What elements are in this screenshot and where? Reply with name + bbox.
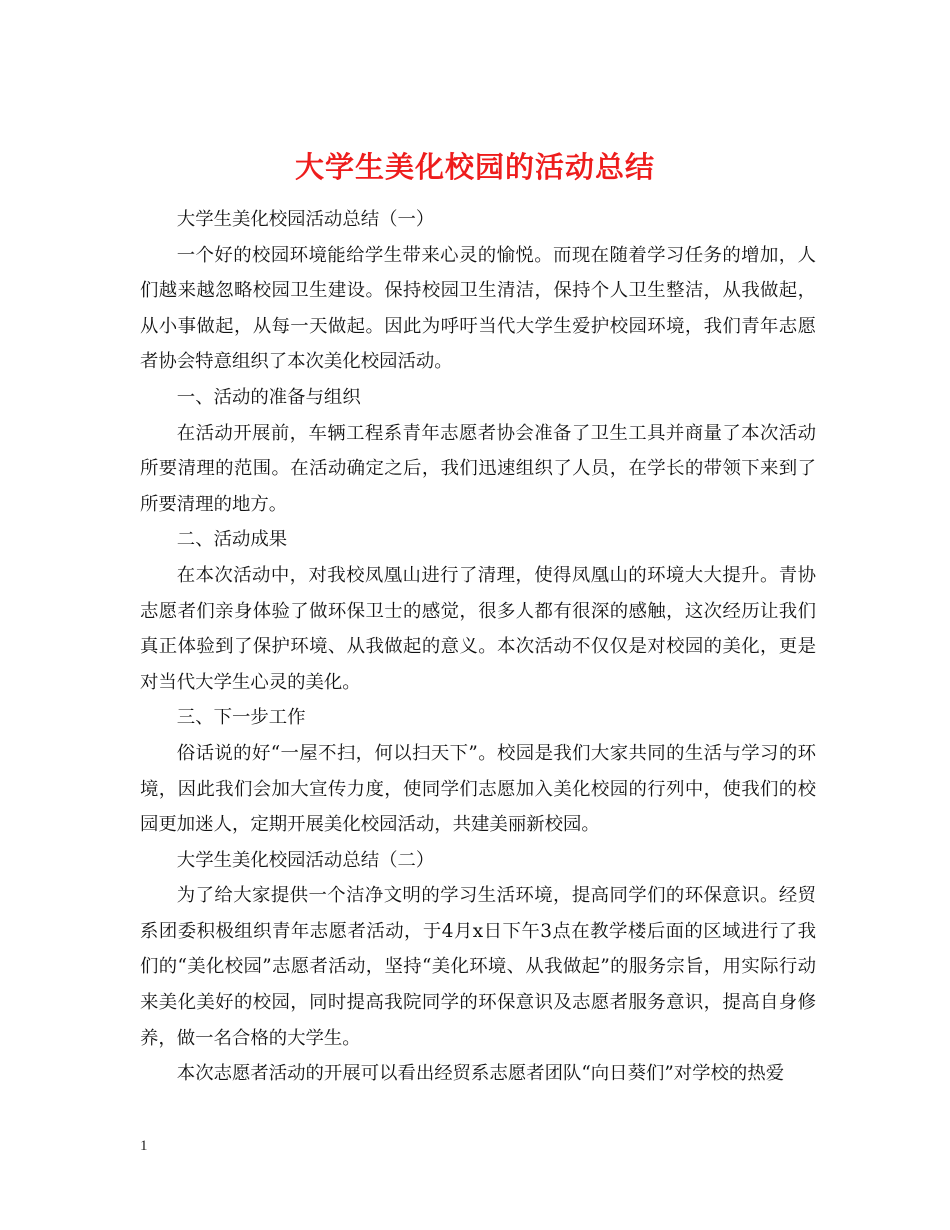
paragraph: 本次志愿者活动的开展可以看出经贸系志愿者团队“向日葵们”对学校的热爱 bbox=[176, 1063, 785, 1085]
page-number: 1 bbox=[140, 1138, 148, 1154]
document-title: 大学生美化校园的活动总结 bbox=[294, 150, 655, 185]
paragraph: 在本次活动中，对我校凤凰山进行了清理，使得凤凰山的环境大大提升。青协志愿者们亲身体验了做环保卫士的感觉，很多人都有很深的感触，这次经历让我们真正体验到了保护环境、从我做起的意义。本次活动不仅仅是对校园的美化，更是对当代大学生心灵的美化。 bbox=[140, 564, 816, 693]
paragraph: 在活动开展前，车辆工程系青年志愿者协会准备了卫生工具并商量了本次活动所要清理的范围。在活动确定之后，我们迅速组织了人员，在学长的带领下来到了所要清理的地方。 bbox=[140, 422, 816, 515]
paragraph: 一个好的校园环境能给学生带来心灵的愉悦。而现在随着学习任务的增加，人们越来越忽略校园卫生建设。保持校园卫生清洁，保持个人卫生整洁，从我做起，从小事做起，从每一天做起。因此为呼吁当代大学生爱护校园环境，我们青年志愿者协会特意组织了本次美化校园活动。 bbox=[140, 244, 816, 373]
subheading-results: 二、活动成果 bbox=[176, 529, 288, 551]
paragraph: 为了给大家提供一个洁净文明的学习生活环境，提高同学们的环保意识。经贸系团委积极组织青年志愿者活动，于4月x日下午3点在教学楼后面的区域进行了我们的“美化校园”志愿者活动，坚持“美化环境、从我做起”的服务宗旨，用实际行动来美化美好的校园，同时提高我院同学的环保意识及志愿者服务意识，提高自身修养，做一名合格的大学生。 bbox=[140, 885, 816, 1049]
section-heading-2: 大学生美化校园活动总结（二） bbox=[176, 849, 435, 871]
section-heading-1: 大学生美化校园活动总结（一） bbox=[176, 209, 435, 230]
subheading-next-steps: 三、下一步工作 bbox=[176, 707, 306, 729]
document-body bbox=[140, 202, 816, 1092]
paragraph: 俗话说的好“一屋不扫，何以扫天下”。校园是我们大家共同的生活与学习的环境，因此我们会加大宣传力度，使同学们志愿加入美化校园的行列中，使我们的校园更加迷人，定期开展美化校园活动，共建美丽新校园。 bbox=[140, 742, 816, 836]
subheading-preparation: 一、活动的准备与组织 bbox=[176, 386, 361, 408]
